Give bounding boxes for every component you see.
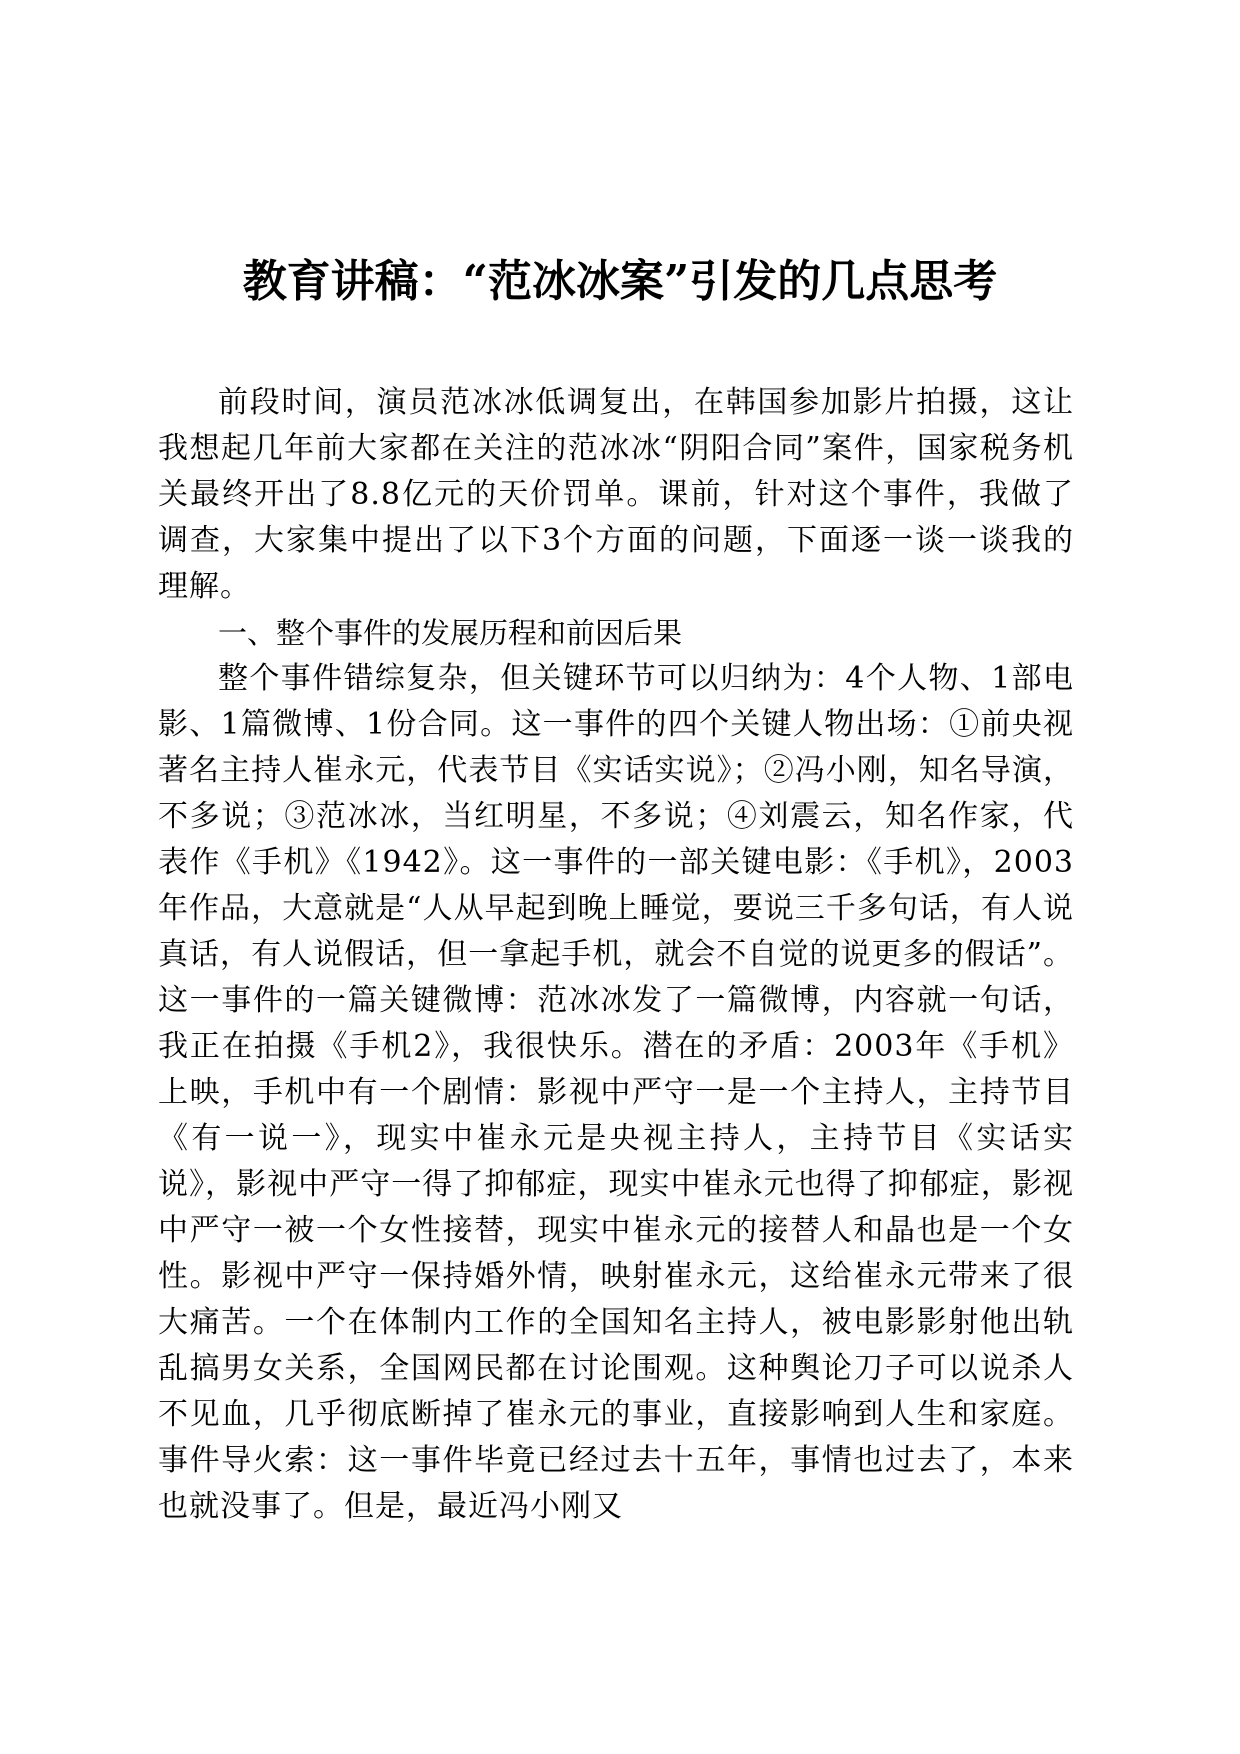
- document-body: [158, 380, 1074, 1530]
- document-title: 教育讲稿：“范冰冰案”引发的几点思考: [242, 256, 998, 307]
- intro-paragraph: 前段时间，演员范冰冰低调复出，在韩国参加影片拍摄，这让我想起几年前大家都在关注的范冰冰“阴阳合同”案件，国家税务机关最终开出了8.8亿元的天价罚单。课前，针对这个事件，我做了调查，大家集中提出了以下3个方面的问题，下面逐一谈一谈我的理解。: [158, 385, 1074, 604]
- section-heading: 一、整个事件的发展历程和前因后果: [218, 616, 683, 650]
- section-paragraph: 整个事件错综复杂，但关键环节可以归纳为：4个人物、1部电影、1篇微博、1份合同。这一事件的四个关键人物出场：①前央视著名主持人崔永元，代表节目《实话实说》；②冯小刚，知名导演，不多说；③范冰冰，当红明星，不多说；④刘震云，知名作家，代表作《手机》《1942》。这一事件的一部关键电影：《手机》，2003年作品，大意就是“人从早起到晚上睡觉，要说三千多句话，有人说真话，有人说假话，但一拿起手机，就会不自觉的说更多的假话”。这一事件的一篇关键微博：范冰冰发了一篇微博，内容就一句话，我正在拍摄《手机2》，我很快乐。潜在的矛盾：2003年《手机》上映，手机中有一个剧情：影视中严守一是一个主持人，主持节目《有一说一》，现实中崔永元是央视主持人，主持节目《实话实说》，影视中严守一得了抑郁症，现实中崔永元也得了抑郁症，影视中严守一被一个女性接替，现实中崔永元的接替人和晶也是一个女性。影视中严守一保持婚外情，映射崔永元，这给崔永元带来了很大痛苦。一个在体制内工作的全国知名主持人，被电影影射他出轨乱搞男女关系，全国网民都在讨论围观。这种舆论刀子可以说杀人不见血，几乎彻底断掉了崔永元的事业，直接影响到人生和家庭。事件导火索：这一事件毕竟已经过去十五年，事情也过去了，本来也就没事了。但是，最近冯小刚又: [158, 661, 1074, 1524]
